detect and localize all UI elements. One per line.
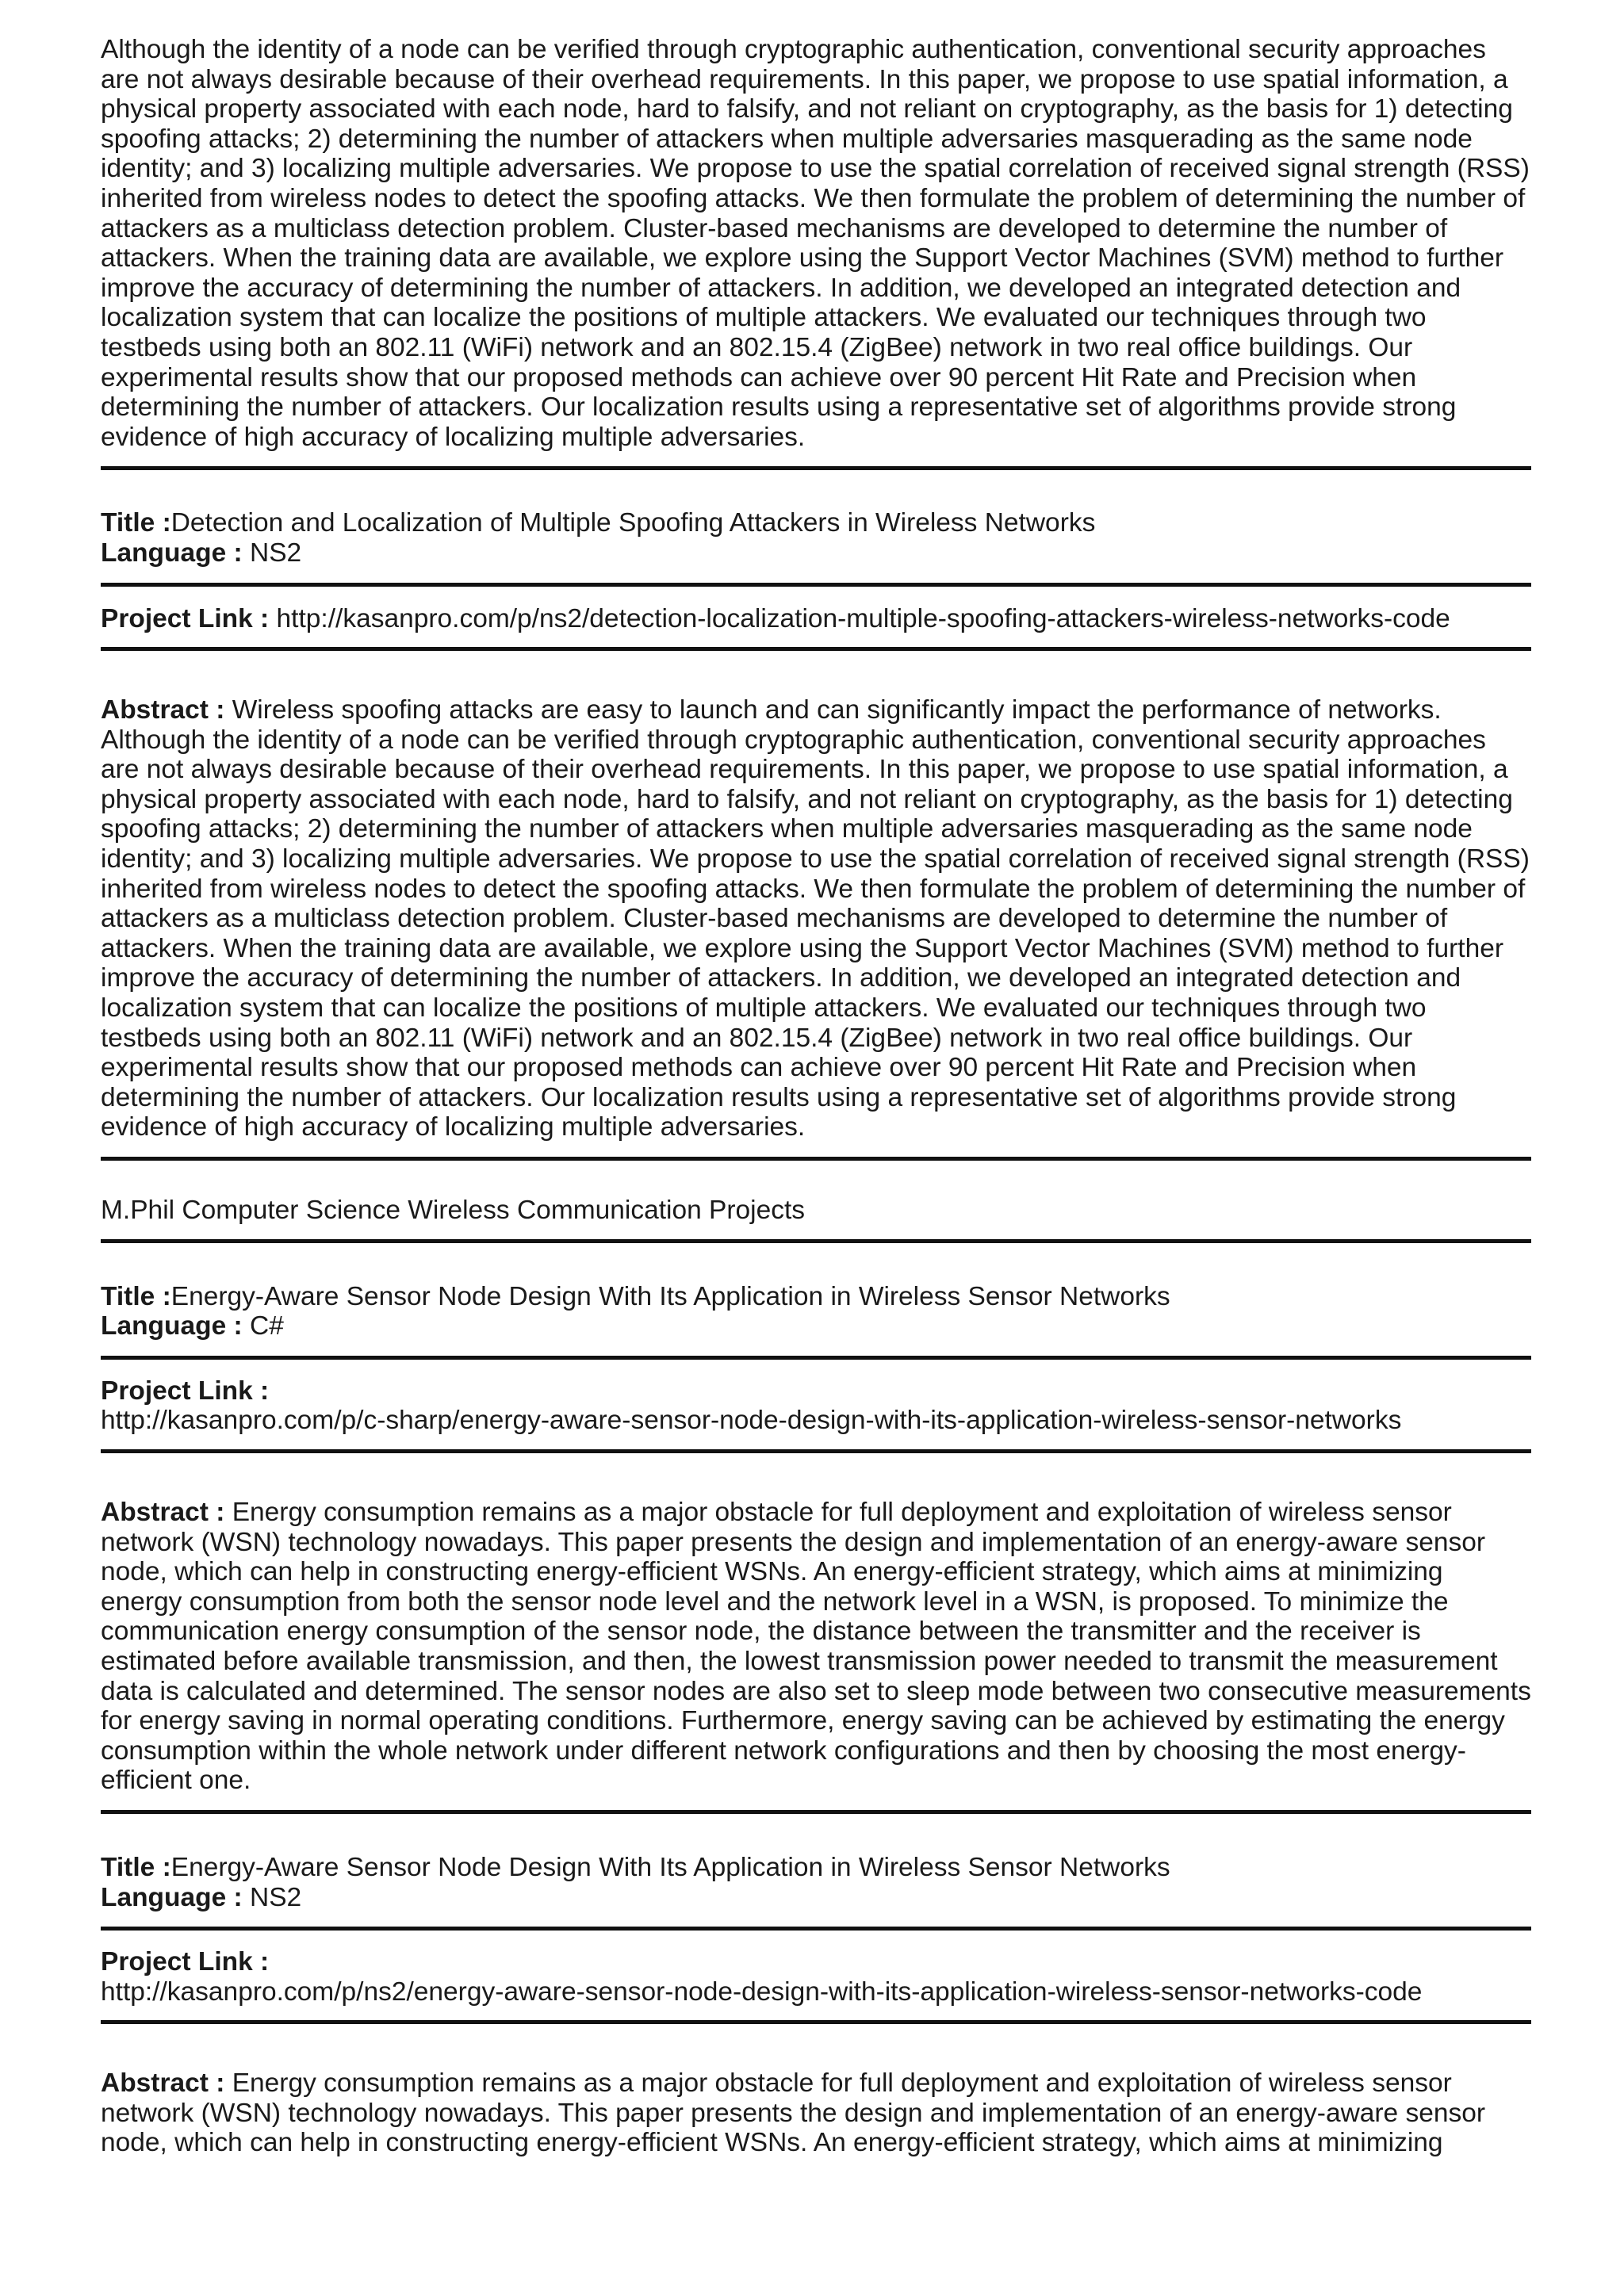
entry-title xyxy=(101,1282,1531,1312)
divider xyxy=(101,1239,1531,1243)
entry-abstract xyxy=(101,695,1531,1142)
project-link-row xyxy=(101,1376,1531,1436)
entry-title xyxy=(101,1853,1531,1883)
entry-abstract-text: Energy consumption remains as a major obstacle for full deployment and exploitation of wireless sensor network (WSN) technology nowadays. This paper presents the design and implementation of an energy-aware sensor node, which can help in constructing energy-efficient WSNs. An energy-efficient strategy, which aims at minimizing xyxy=(101,2068,1486,2158)
project-link-row xyxy=(101,1947,1531,2007)
abstract-label: Abstract : xyxy=(101,2068,225,2099)
project-link-label: Project Link : xyxy=(101,1376,270,1406)
language-label: Language : xyxy=(101,538,243,568)
project-link-url[interactable]: http://kasanpro.com/p/ns2/detection-localization-multiple-spoofing-attackers-wireless-networks-code xyxy=(276,603,1450,633)
entry-title xyxy=(101,508,1531,538)
divider xyxy=(101,1356,1531,1360)
entry-abstract xyxy=(101,1498,1531,1796)
project-link-url[interactable]: http://kasanpro.com/p/ns2/energy-aware-sensor-node-design-with-its-application-wireless-sensor-networks-code xyxy=(101,1976,1423,2007)
entry-language-value: NS2 xyxy=(250,538,302,568)
entry-title-text: Energy-Aware Sensor Node Design With Its Application in Wireless Sensor Networks xyxy=(170,1281,1170,1311)
entry-header xyxy=(101,508,1531,568)
entry-header xyxy=(101,1282,1531,1341)
entry-language-value: C# xyxy=(250,1311,284,1341)
divider xyxy=(101,1157,1531,1161)
divider xyxy=(101,1449,1531,1453)
language-label: Language : xyxy=(101,1311,243,1341)
entry-language xyxy=(101,538,1531,568)
project-link-url[interactable]: http://kasanpro.com/p/c-sharp/energy-aware-sensor-node-design-with-its-application-wireless-sensor-networks xyxy=(101,1406,1402,1436)
title-label: Title : xyxy=(101,1281,171,1311)
entry-abstract xyxy=(101,2068,1531,2158)
divider xyxy=(101,2020,1531,2024)
entry-title-text: Detection and Localization of Multiple Spoofing Attackers in Wireless Networks xyxy=(170,508,1096,538)
divider xyxy=(101,1927,1531,1931)
category-heading: M.Phil Computer Science Wireless Communication Projects xyxy=(101,1196,806,1225)
document-page xyxy=(101,35,1531,2158)
intro-abstract-text: Although the identity of a node can be verified through cryptographic authentication, conventional security approaches are not always desirable because of their overhead requirements. In this paper, we propose to use spatial information, a physical property associated with each node, hard to falsify, and not reliant on cryptography, as the basis for 1) detecting spoofing attacks; 2) determining the number of attackers when multiple adversaries masquerading as the same node identity; and 3) localizing multiple adversaries. We propose to use the spatial correlation of received signal strength (RSS) inherited from wireless nodes to detect the spoofing attacks. We then formulate the problem of determining the number of attackers as a multiclass detection problem. Cluster-based mechanisms are developed to determine the number of attackers. When the training data are available, we explore using the Support Vector Machines (SVM) method to further improve the accuracy of determining the number of attackers. In addition, we developed an integrated detection and localization system that can localize the positions of multiple attackers. We evaluated our techniques through two testbeds using both an 802.11 (WiFi) network and an 802.15.4 (ZigBee) network in two real office buildings. Our experimental results show that our proposed methods can achieve over 90 percent Hit Rate and Precision when determining the number of attackers. Our localization results using a representative set of algorithms provide strong evidence of high accuracy of localizing multiple adversaries. xyxy=(101,35,1530,452)
language-label: Language : xyxy=(101,1882,243,1912)
project-link-row xyxy=(101,604,1531,634)
divider xyxy=(101,1810,1531,1814)
title-label: Title : xyxy=(101,1852,171,1882)
abstract-label: Abstract : xyxy=(101,695,225,725)
entry-header xyxy=(101,1853,1531,1912)
entry-title-text: Energy-Aware Sensor Node Design With Its Application in Wireless Sensor Networks xyxy=(170,1852,1170,1882)
entry-abstract-text: Energy consumption remains as a major obstacle for full deployment and exploitation of wireless sensor network (WSN) technology nowadays. This paper presents the design and implementation of an energy-aware sensor node, which can help in constructing energy-efficient WSNs. An energy-efficient strategy, which aims at minimizing energy consumption from both the sensor node level and the network level in a WSN, is proposed. To minimize the communication energy consumption of the sensor node, the distance between the transmitter and the receiver is estimated before available transmission, and then, the lowest transmission power needed to transmit the measurement data is calculated and determined. The sensor nodes are also set to sleep mode between two consecutive measurements for energy saving in normal operating conditions. Furthermore, energy saving can be achieved by estimating the energy consumption within the whole network under different network configurations and then by choosing the most energy-efficient one. xyxy=(101,1497,1531,1796)
entry-abstract-text: Wireless spoofing attacks are easy to launch and can significantly impact the performance of networks. Although the identity of a node can be verified through cryptographic authentication, conventional security approaches are not always desirable because of their overhead requirements. In this paper, we propose to use spatial information, a physical property associated with each node, hard to falsify, and not reliant on cryptography, as the basis for 1) detecting spoofing attacks; 2) determining the number of attackers when multiple adversaries masquerading as the same node identity; and 3) localizing multiple adversaries. We propose to use the spatial correlation of received signal strength (RSS) inherited from wireless nodes to detect the spoofing attacks. We then formulate the problem of determining the number of attackers as a multiclass detection problem. Cluster-based mechanisms are developed to determine the number of attackers. When the training data are available, we explore using the Support Vector Machines (SVM) method to further improve the accuracy of determining the number of attackers. In addition, we developed an integrated detection and localization system that can localize the positions of multiple attackers. We evaluated our techniques through two testbeds using both an 802.11 (WiFi) network and an 802.15.4 (ZigBee) network in two real office buildings. Our experimental results show that our proposed methods can achieve over 90 percent Hit Rate and Precision when determining the number of attackers. Our localization results using a representative set of algorithms provide strong evidence of high accuracy of localizing multiple adversaries. xyxy=(101,695,1530,1142)
project-link-label: Project Link : xyxy=(101,603,270,633)
divider xyxy=(101,647,1531,651)
divider xyxy=(101,466,1531,470)
title-label: Title : xyxy=(101,508,171,538)
divider xyxy=(101,583,1531,587)
project-link-label: Project Link : xyxy=(101,1947,270,1977)
entry-language xyxy=(101,1883,1531,1913)
abstract-label: Abstract : xyxy=(101,1497,225,1527)
entry-language-value: NS2 xyxy=(250,1882,302,1912)
entry-language xyxy=(101,1311,1531,1341)
